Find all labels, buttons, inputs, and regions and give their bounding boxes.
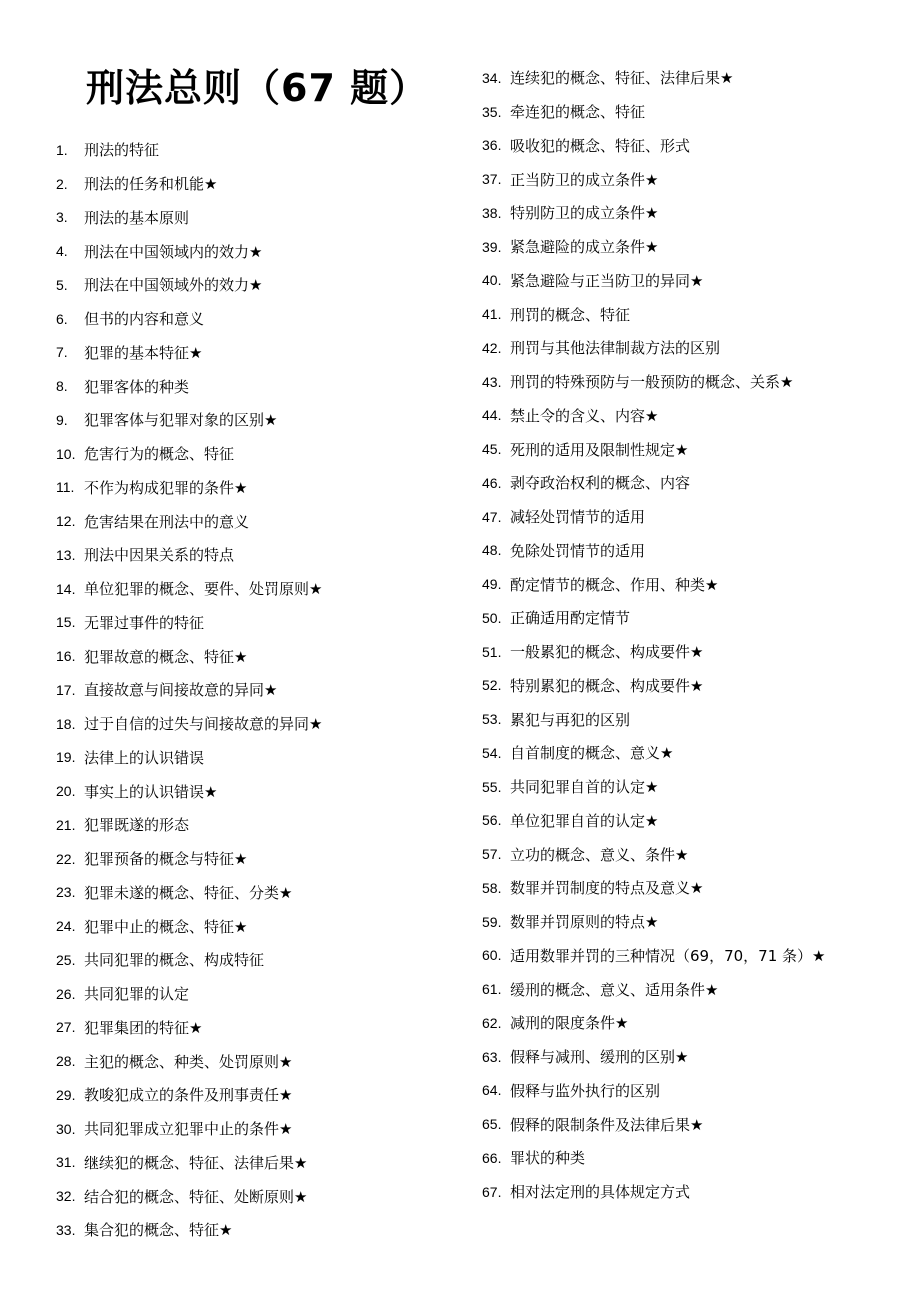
item-text: 犯罪未遂的概念、特征、分类★ — [84, 883, 293, 902]
list-item — [56, 977, 322, 1011]
item-number: 49. — [482, 576, 502, 593]
list-item — [482, 1141, 825, 1175]
item-text: 危害行为的概念、特征 — [84, 445, 235, 464]
list-item — [482, 1040, 825, 1074]
item-number: 51. — [482, 643, 502, 660]
item-text: 单位犯罪自首的认定★ — [510, 811, 659, 830]
list-item — [56, 1044, 322, 1078]
item-text: 法律上的认识错误 — [84, 748, 205, 767]
list-item — [56, 639, 322, 673]
item-text: 牵连犯的概念、特征 — [510, 103, 646, 122]
list-item — [482, 500, 825, 534]
list-item — [56, 1011, 322, 1045]
item-number: 23. — [56, 884, 76, 901]
list-item — [56, 403, 322, 437]
item-text: 免除处罚情节的适用 — [510, 541, 646, 560]
item-number: 64. — [482, 1082, 502, 1099]
item-number: 42. — [482, 339, 502, 356]
list-item — [56, 943, 322, 977]
left-question-list — [56, 133, 322, 1247]
list-item — [56, 538, 322, 572]
list-item — [482, 1006, 825, 1040]
list-item — [56, 437, 322, 471]
item-text: 犯罪中止的概念、特征★ — [84, 917, 248, 936]
item-number: 26. — [56, 985, 76, 1002]
item-number: 29. — [56, 1086, 76, 1103]
list-item — [56, 673, 322, 707]
list-item — [482, 804, 825, 838]
item-number: 16. — [56, 648, 76, 665]
item-text: 适用数罪并罚的三种情况（69，70，71 条）★ — [510, 946, 826, 965]
item-text: 集合犯的概念、特征★ — [84, 1221, 233, 1240]
item-number: 30. — [56, 1120, 76, 1137]
list-item — [482, 534, 825, 568]
item-text: 危害结果在刑法中的意义 — [84, 512, 250, 531]
item-number: 59. — [482, 913, 502, 930]
item-number: 9. — [56, 411, 68, 428]
list-item — [482, 702, 825, 736]
item-text: 刑法的基本原则 — [84, 208, 190, 227]
item-text: 共同犯罪的认定 — [84, 985, 190, 1004]
item-text: 刑法在中国领域外的效力★ — [84, 276, 263, 295]
list-item — [482, 365, 825, 399]
list-item — [482, 770, 825, 804]
item-text: 假释与减刑、缓刑的区别★ — [510, 1048, 689, 1067]
item-text: 犯罪既遂的形态 — [84, 816, 190, 835]
list-item — [56, 336, 322, 370]
item-text: 自首制度的概念、意义★ — [510, 744, 674, 763]
item-number: 62. — [482, 1014, 502, 1031]
item-text: 数罪并罚原则的特点★ — [510, 913, 659, 932]
item-text: 共同犯罪的概念、构成特征 — [84, 951, 265, 970]
item-text: 减刑的限度条件★ — [510, 1014, 629, 1033]
item-text: 缓刑的概念、意义、适用条件★ — [510, 980, 719, 999]
item-number: 60. — [482, 947, 502, 964]
page-title: 刑法总则（67 题） — [86, 66, 429, 110]
list-item — [56, 741, 322, 775]
right-question-list — [482, 61, 825, 1209]
item-number: 38. — [482, 204, 502, 221]
list-item — [482, 972, 825, 1006]
item-number: 11. — [56, 479, 75, 496]
list-item — [482, 871, 825, 905]
item-text: 事实上的认识错误★ — [84, 782, 218, 801]
list-item — [56, 471, 322, 505]
item-number: 57. — [482, 846, 502, 863]
item-number: 35. — [482, 103, 502, 120]
list-item — [56, 201, 322, 235]
item-number: 25. — [56, 951, 76, 968]
item-text: 罪状的种类 — [510, 1149, 586, 1168]
item-text: 剥夺政治权利的概念、内容 — [510, 474, 691, 493]
list-item — [56, 876, 322, 910]
list-item — [482, 297, 825, 331]
item-number: 13. — [56, 546, 76, 563]
item-number: 33. — [56, 1221, 76, 1238]
list-item — [482, 1175, 825, 1209]
list-item — [482, 230, 825, 264]
item-text: 犯罪客体与犯罪对象的区别★ — [84, 411, 278, 430]
item-text: 刑罚的概念、特征 — [510, 305, 631, 324]
item-number: 19. — [56, 749, 76, 766]
item-number: 28. — [56, 1053, 76, 1070]
item-text: 刑法中因果关系的特点 — [84, 546, 235, 565]
item-text: 刑法在中国领域内的效力★ — [84, 242, 263, 261]
item-number: 65. — [482, 1116, 502, 1133]
item-text: 累犯与再犯的区别 — [510, 710, 631, 729]
item-number: 6. — [56, 310, 68, 327]
item-number: 20. — [56, 783, 76, 800]
list-item — [482, 331, 825, 365]
list-item — [482, 466, 825, 500]
item-text: 特别防卫的成立条件★ — [510, 204, 659, 223]
item-text: 刑法的任务和机能★ — [84, 175, 218, 194]
item-number: 63. — [482, 1048, 502, 1065]
item-text: 但书的内容和意义 — [84, 310, 205, 329]
list-item — [482, 1074, 825, 1108]
item-number: 22. — [56, 850, 76, 867]
item-text: 刑罚的特殊预防与一般预防的概念、关系★ — [510, 373, 794, 392]
list-item — [56, 1112, 322, 1146]
item-text: 共同犯罪成立犯罪中止的条件★ — [84, 1120, 293, 1139]
item-text: 连续犯的概念、特征、法律后果★ — [510, 69, 734, 88]
list-item — [482, 601, 825, 635]
list-item — [482, 432, 825, 466]
item-number: 17. — [56, 681, 76, 698]
item-text: 立功的概念、意义、条件★ — [510, 845, 689, 864]
list-item — [482, 669, 825, 703]
item-text: 紧急避险与正当防卫的异同★ — [510, 271, 704, 290]
item-number: 1. — [56, 141, 68, 158]
list-item — [482, 399, 825, 433]
list-item — [56, 504, 322, 538]
item-text: 酌定情节的概念、作用、种类★ — [510, 575, 719, 594]
list-item — [56, 1213, 322, 1247]
item-text: 数罪并罚制度的特点及意义★ — [510, 879, 704, 898]
item-text: 正当防卫的成立条件★ — [510, 170, 659, 189]
item-number: 7. — [56, 344, 68, 361]
item-text: 死刑的适用及限制性规定★ — [510, 440, 689, 459]
list-item — [482, 95, 825, 129]
list-item — [482, 162, 825, 196]
item-number: 18. — [56, 715, 76, 732]
item-text: 吸收犯的概念、特征、形式 — [510, 136, 691, 155]
list-item — [482, 264, 825, 298]
item-number: 46. — [482, 474, 502, 491]
item-text: 相对法定刑的具体规定方式 — [510, 1183, 691, 1202]
list-item — [56, 234, 322, 268]
item-number: 50. — [482, 609, 502, 626]
item-number: 52. — [482, 677, 502, 694]
item-number: 54. — [482, 744, 502, 761]
item-number: 39. — [482, 238, 502, 255]
item-text: 一般累犯的概念、构成要件★ — [510, 643, 704, 662]
item-number: 2. — [56, 175, 68, 192]
item-text: 假释的限制条件及法律后果★ — [510, 1115, 704, 1134]
list-item — [56, 842, 322, 876]
list-item — [482, 939, 825, 973]
list-item — [482, 905, 825, 939]
item-text: 刑法的特征 — [84, 141, 160, 160]
item-number: 40. — [482, 272, 502, 289]
list-item — [56, 369, 322, 403]
item-number: 12. — [56, 513, 76, 530]
item-number: 24. — [56, 918, 76, 935]
item-number: 14. — [56, 580, 76, 597]
item-number: 48. — [482, 542, 502, 559]
item-text: 犯罪故意的概念、特征★ — [84, 647, 248, 666]
item-text: 主犯的概念、种类、处罚原则★ — [84, 1052, 293, 1071]
item-number: 55. — [482, 778, 502, 795]
item-text: 犯罪客体的种类 — [84, 377, 190, 396]
item-text: 犯罪的基本特征★ — [84, 343, 203, 362]
item-number: 44. — [482, 407, 502, 424]
item-number: 66. — [482, 1149, 502, 1166]
item-text: 刑罚与其他法律制裁方法的区别 — [510, 339, 721, 358]
list-item — [56, 268, 322, 302]
item-text: 继续犯的概念、特征、法律后果★ — [84, 1153, 308, 1172]
list-item — [56, 808, 322, 842]
list-item — [56, 774, 322, 808]
list-item — [56, 302, 322, 336]
item-text: 不作为构成犯罪的条件★ — [84, 478, 248, 497]
item-number: 32. — [56, 1188, 76, 1205]
list-item — [482, 1107, 825, 1141]
list-item — [482, 837, 825, 871]
item-number: 37. — [482, 171, 502, 188]
list-item — [56, 1078, 322, 1112]
item-number: 10. — [56, 445, 76, 462]
item-number: 61. — [482, 981, 502, 998]
list-item — [56, 1146, 322, 1180]
item-text: 紧急避险的成立条件★ — [510, 238, 659, 257]
item-text: 共同犯罪自首的认定★ — [510, 778, 659, 797]
list-item — [482, 736, 825, 770]
list-item — [56, 707, 322, 741]
item-number: 34. — [482, 69, 502, 86]
item-number: 5. — [56, 276, 68, 293]
item-text: 无罪过事件的特征 — [84, 613, 205, 632]
list-item — [482, 635, 825, 669]
item-number: 41. — [482, 306, 502, 323]
item-number: 3. — [56, 209, 68, 226]
list-item — [56, 572, 322, 606]
list-item — [56, 167, 322, 201]
item-number: 67. — [482, 1183, 502, 1200]
item-text: 假释与监外执行的区别 — [510, 1081, 661, 1100]
item-number: 47. — [482, 508, 502, 525]
list-item — [482, 61, 825, 95]
item-number: 15. — [56, 614, 76, 631]
item-number: 45. — [482, 441, 502, 458]
item-number: 36. — [482, 137, 502, 154]
item-text: 直接故意与间接故意的异同★ — [84, 681, 278, 700]
item-number: 43. — [482, 373, 502, 390]
list-item — [56, 133, 322, 167]
list-item — [56, 909, 322, 943]
item-text: 教唆犯成立的条件及刑事责任★ — [84, 1086, 293, 1105]
item-number: 53. — [482, 711, 502, 728]
item-number: 8. — [56, 378, 68, 395]
item-number: 21. — [56, 816, 76, 833]
item-text: 犯罪预备的概念与特征★ — [84, 850, 248, 869]
item-number: 4. — [56, 243, 68, 260]
item-text: 结合犯的概念、特征、处断原则★ — [84, 1187, 308, 1206]
item-text: 单位犯罪的概念、要件、处罚原则★ — [84, 580, 323, 599]
list-item — [482, 196, 825, 230]
list-item — [482, 567, 825, 601]
item-number: 31. — [56, 1154, 76, 1171]
item-number: 27. — [56, 1019, 76, 1036]
item-text: 过于自信的过失与间接故意的异同★ — [84, 715, 323, 734]
list-item — [482, 129, 825, 163]
list-item — [56, 1179, 322, 1213]
item-number: 56. — [482, 812, 502, 829]
item-text: 减轻处罚情节的适用 — [510, 508, 646, 527]
item-text: 犯罪集团的特征★ — [84, 1018, 203, 1037]
item-text: 正确适用酌定情节 — [510, 609, 631, 628]
list-item — [56, 606, 322, 640]
item-text: 特别累犯的概念、构成要件★ — [510, 676, 704, 695]
item-number: 58. — [482, 879, 502, 896]
item-text: 禁止令的含义、内容★ — [510, 406, 659, 425]
